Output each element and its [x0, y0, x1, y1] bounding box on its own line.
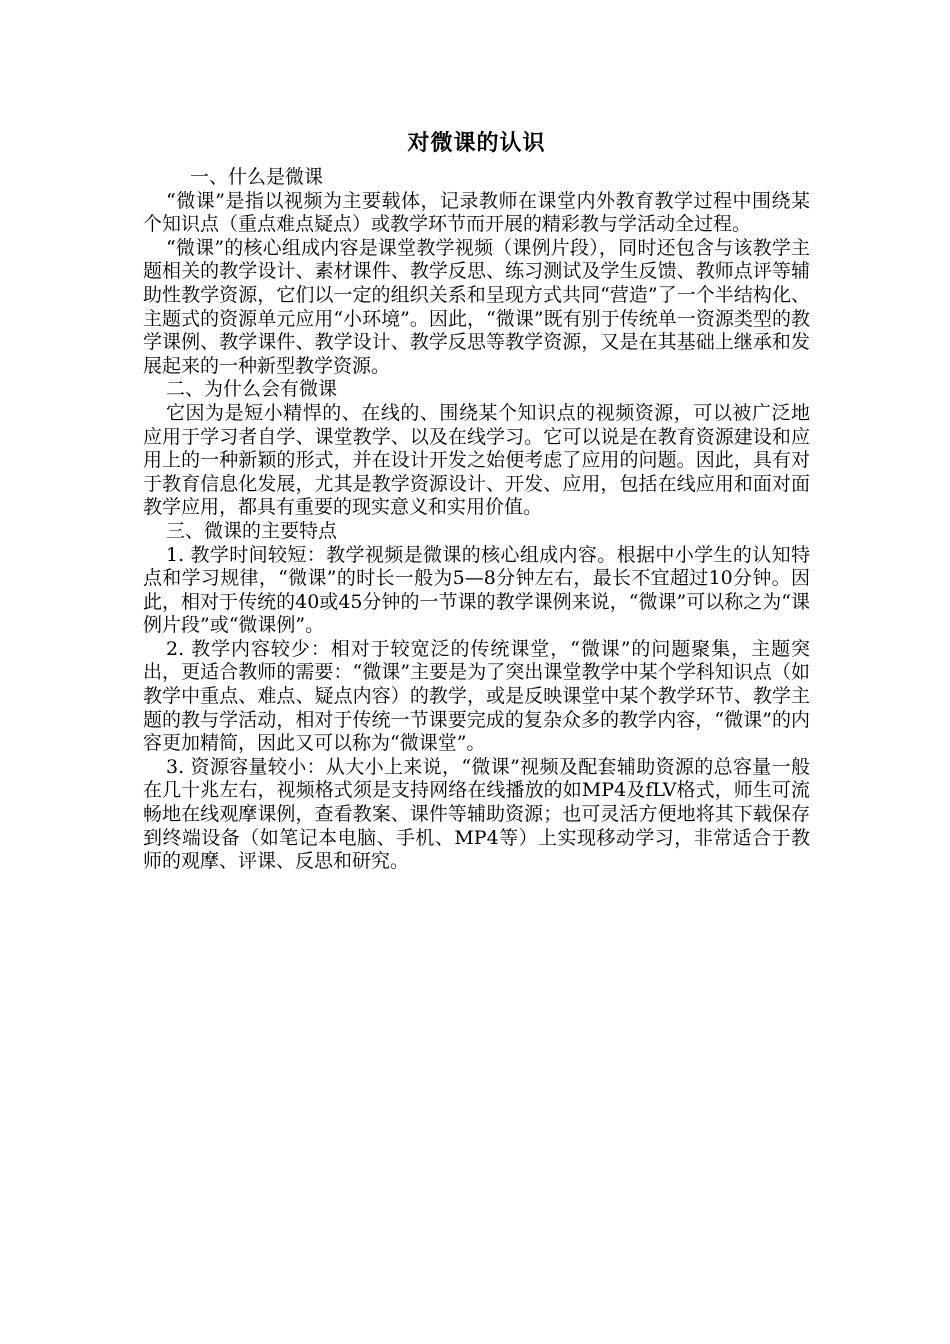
section-heading: 一、什么是微课: [190, 166, 324, 188]
paragraph: 3. 资源容量较小：从大小上来说，“微课”视频及配套辅助资源的总容量一般在几十兆左右，视频格式须是支持网络在线播放的如MP4及fLV格式，师生可流畅地在线观摩课例，查看教案、课件等辅助资源；也可灵活方便地将其下载保存到终端设备（如笔记本电脑、手机、MP4等）上实现移动学习，非常适合于教师的观摩、评课、反思和研究。: [143, 755, 810, 873]
section-main-features: [143, 520, 810, 874]
paragraph: 2. 教学内容较少：相对于较宽泛的传统课堂，“微课”的问题聚集，主题突出，更适合教师的需要：“微课”主要是为了突出课堂教学中某个学科知识点（如教学中重点、难点、疑点内容）的教学，或是反映课堂中某个教学环节、教学主题的教与学活动，相对于传统一节课要完成的复杂众多的教学内容，“微课”的内容更加精简，因此又可以称为“微课堂”。: [143, 637, 810, 755]
section-what-is-micro-lesson: [143, 166, 810, 378]
section-heading: 三、微课的主要特点: [166, 519, 338, 542]
paragraph: 1. 教学时间较短：教学视频是微课的核心组成内容。根据中小学生的认知特点和学习规律，“微课”的时长一般为5—8分钟左右，最长不宜超过10分钟。因此，相对于传统的40或45分钟的一节课的教学课例来说，“微课”可以称之为“课例片段”或“微课例”。: [143, 543, 810, 637]
document-title: 对微课的认识: [407, 130, 546, 156]
paragraph: “微课”是指以视频为主要载体，记录教师在课堂内外教育教学过程中围绕某个知识点（重点难点疑点）或教学环节而开展的精彩教与学活动全过程。: [143, 189, 810, 236]
section-heading: 二、为什么会有微课: [166, 378, 338, 401]
section-why-micro-lesson: [143, 378, 810, 520]
paragraph: 它因为是短小精悍的、在线的、围绕某个知识点的视频资源，可以被广泛地应用于学习者自学、课堂教学、以及在线学习。它可以说是在教育资源建设和应用上的一种新颖的形式，并在设计开发之始便考虑了应用的问题。因此，具有对于教育信息化发展，尤其是教学资源设计、开发、应用，包括在线应用和面对面教学应用，都具有重要的现实意义和实用价值。: [143, 401, 810, 519]
paragraph: “微课”的核心组成内容是课堂教学视频（课例片段），同时还包含与该教学主题相关的教学设计、素材课件、教学反思、练习测试及学生反馈、教师点评等辅助性教学资源，它们以一定的组织关系和呈现方式共同“营造”了一个半结构化、主题式的资源单元应用“小环境”。因此，“微课”既有别于传统单一资源类型的教学课例、教学课件、教学设计、教学反思等教学资源，又是在其基础上继承和发展起来的一种新型教学资源。: [143, 236, 810, 377]
document-page: [143, 128, 810, 874]
